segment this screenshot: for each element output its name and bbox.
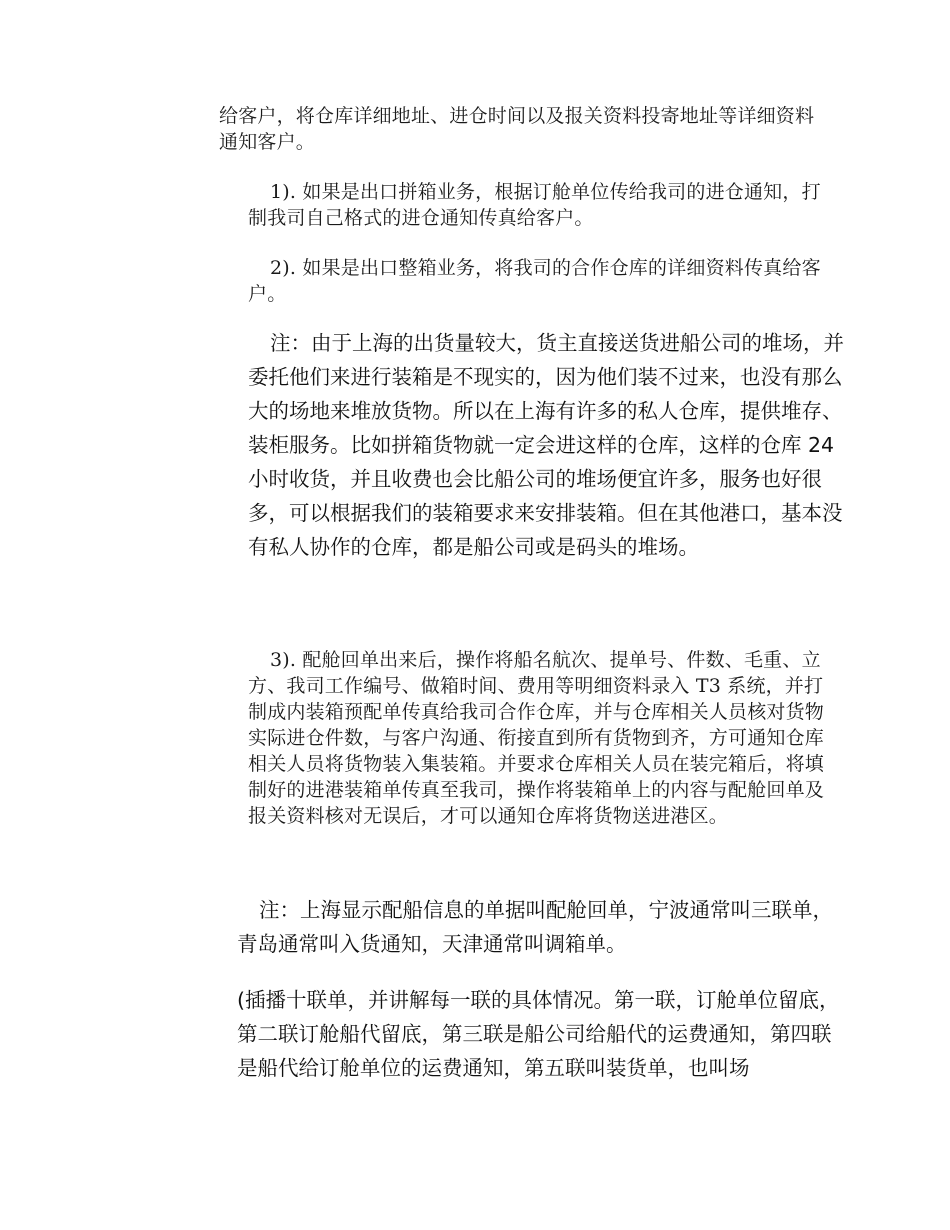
list-item-1: 1). 如果是出口拼箱业务，根据订舱单位传给我司的进仓通知，打制我司自己格式的进仓通知传真给客户。 xyxy=(248,181,821,229)
note-paragraph-3: (插播十联单，并讲解每一联的具体情况。第一联，订舱单位留底，第二联订舱船代留底，第三联是船公司给船代的运费通知，第四联是船代给订舱单位的运费通知，第五联叫装货单，也叫场 xyxy=(237,988,840,1080)
intro-paragraph: 给客户，将仓库详细地址、进仓时间以及报关资料投寄地址等详细资料通知客户。 xyxy=(219,105,815,153)
list-item-3: 3). 配舱回单出来后，操作将船名航次、提单号、件数、毛重、立方、我司工作编号、做箱时间、费用等明细资料录入 T3 系统，并打制成内装箱预配单传真给我司合作仓库，并与仓库相关人员核对货物实际进仓件数，与客户沟通、衔接直到所有货物到齐，方可通知仓库相关人员将货物装入集装箱。并要求仓库相关人员在装完箱后，将填制好的进港装箱单传真至我司，操作将装箱单上的内容与配舱回单及报关资料核对无误后，才可以通知仓库将货物送进港区。 xyxy=(248,649,825,827)
note-paragraph-1: 注：由于上海的出货量较大，货主直接送货进船公司的堆场，并委托他们来进行装箱是不现实的，因为他们装不过来，也没有那么大的场地来堆放货物。所以在上海有许多的私人仓库，提供堆存、装柜服务。比如拼箱货物就一定会进这样的仓库，这样的仓库 24 小时收货，并且收费也会比船公司的堆场便宜许多，服务也好很多，可以根据我们的装箱要求来安排装箱。但在其他港口，基本没有私人协作的仓库，都是船公司或是码头的堆场。 xyxy=(248,331,844,559)
note-paragraph-2: 注：上海显示配船信息的单据叫配舱回单，宁波通常叫三联单，青岛通常叫入货通知，天津通常叫调箱单。 xyxy=(237,898,833,956)
list-item-2: 2). 如果是出口整箱业务，将我司的合作仓库的详细资料传真给客户。 xyxy=(248,257,821,305)
